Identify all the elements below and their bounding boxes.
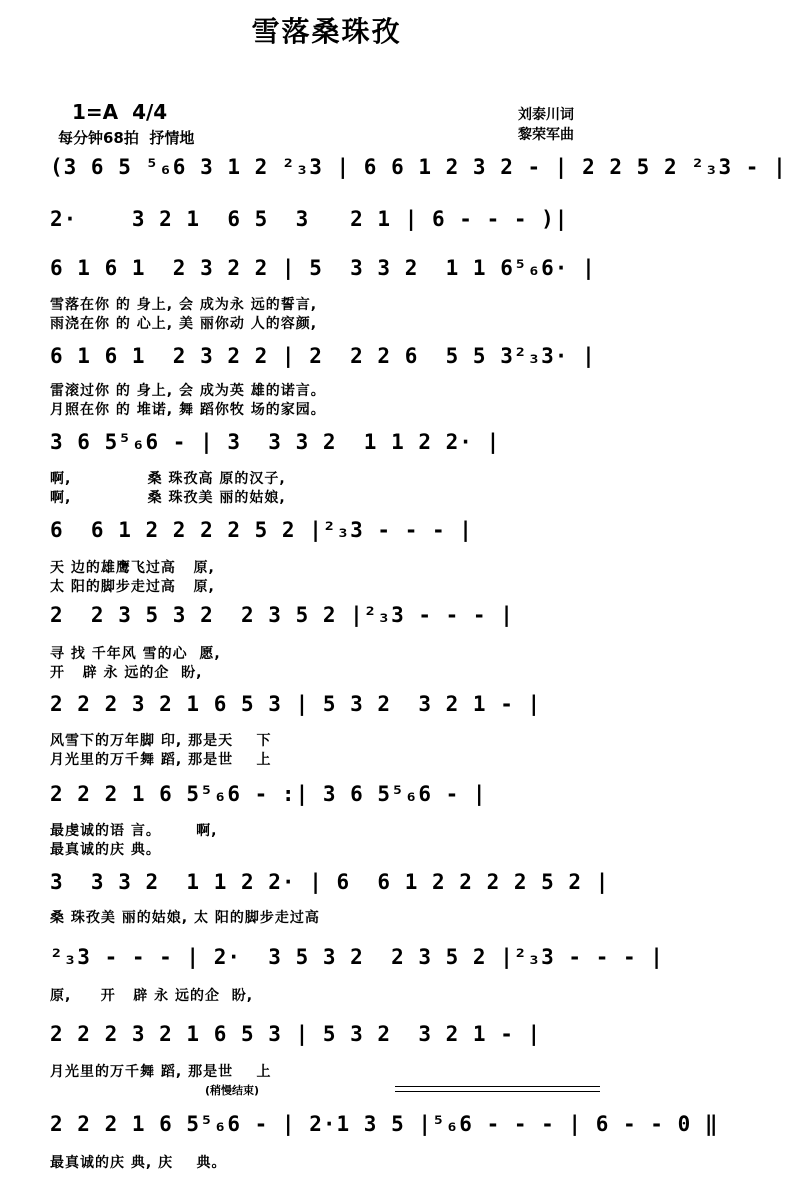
lyric-line: 啊, 桑 珠孜美 丽的姑娘, [50,490,286,506]
lyric-line: 最虔诚的语 言。 啊, [50,823,218,839]
lyric-line: 月照在你 的 堆诺, 舞 蹈你牧 场的家园。 [50,402,326,418]
lyric-line: 月光里的万千舞 蹈, 那是世 上 [50,752,272,768]
notation-row: (3 6 5 ⁵₆6 3 1 2 ²₃3 | 6 6 1 2 3 2 - | 2 2 5 2 ²₃3 - | [50,155,787,179]
lyric-line: 月光里的万千舞 蹈, 那是世 上 [50,1064,272,1080]
lyric-line: 雪落在你 的 身上, 会 成为永 远的誓言, [50,297,318,313]
notation-row: 2 2 2 1 6 5⁵₆6 - :| 3 6 5⁵₆6 - | [50,782,487,806]
notation-row: 6 1 6 1 2 3 2 2 | 5 3 3 2 1 1 6⁵₆6· | [50,256,596,280]
lyricist-credit: 刘泰川词 [518,107,574,123]
song-title: 雪落桑珠孜 [251,15,402,48]
lyric-line: 桑 珠孜美 丽的姑娘, 太 阳的脚步走过高 [50,910,320,926]
notation-row: 2 2 2 1 6 5⁵₆6 - | 2·1 3 5 |⁵₆6 - - - | 6 - - 0 ‖ [50,1112,719,1136]
lyric-line: 寻 找 千年风 雪的心 愿, [50,646,221,662]
key-signature: 1=A 4/4 [72,100,168,124]
notation-row: 2· 3 2 1 6 5 3 2 1 | 6 - - - )| [50,207,569,231]
notation-row: 2 2 3 5 3 2 2 3 5 2 |²₃3 - - - | [50,603,514,627]
notation-row: 2 2 2 3 2 1 6 5 3 | 5 3 2 3 2 1 - | [50,1022,542,1046]
lyric-line: 雷滚过你 的 身上, 会 成为英 雄的诺言。 [50,383,326,399]
lyric-line: 太 阳的脚步走过高 原, [50,579,215,595]
lyric-line: 原, 开 辟 永 远的企 盼, [50,988,254,1004]
notation-row: 3 3 3 2 1 1 2 2· | 6 6 1 2 2 2 2 5 2 | [50,870,610,894]
tempo-marking: 每分钟68拍 抒情地 [58,129,195,147]
lyric-line: 雨浇在你 的 心上, 美 丽你动 人的容颜, [50,316,318,332]
notation-row: 3 6 5⁵₆6 - | 3 3 3 2 1 1 2 2· | [50,430,501,454]
lyric-line: 最真诚的庆 典。 [50,842,161,858]
notation-row: 6 6 1 2 2 2 2 5 2 |²₃3 - - - | [50,518,473,542]
composer-credit: 黎荣军曲 [518,127,574,143]
tempo-change-marking: (稍慢结束) [205,1084,260,1097]
lyric-line: 开 辟 永 远的企 盼, [50,665,203,681]
lyric-line: 风雪下的万年脚 印, 那是天 下 [50,733,272,749]
notation-row: 2 2 2 3 2 1 6 5 3 | 5 3 2 3 2 1 - | [50,692,542,716]
notation-row: 6 1 6 1 2 3 2 2 | 2 2 2 6 5 5 3²₃3· | [50,344,596,368]
notation-row: ²₃3 - - - | 2· 3 5 3 2 2 3 5 2 |²₃3 - - - | [50,945,664,969]
lyric-line: 最真诚的庆 典, 庆 典。 [50,1155,227,1171]
tie-line [395,1091,600,1092]
tie-line [395,1086,600,1087]
lyric-line: 天 边的雄鹰飞过高 原, [50,560,215,576]
lyric-line: 啊, 桑 珠孜高 原的汉子, [50,471,286,487]
